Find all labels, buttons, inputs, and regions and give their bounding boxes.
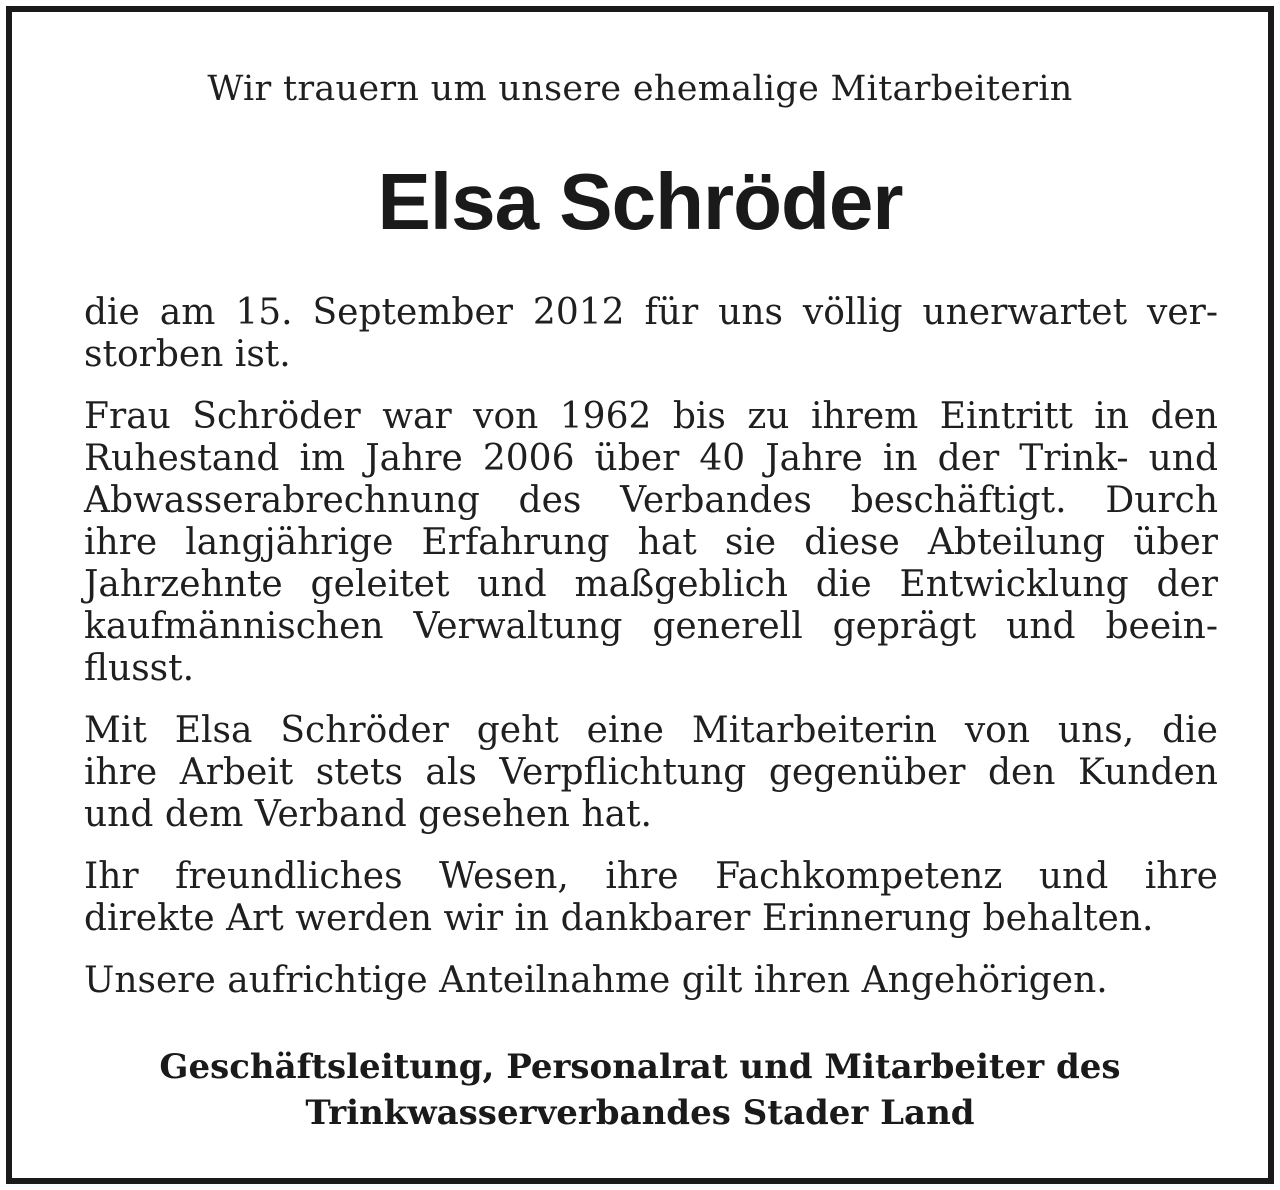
text-line: Ruhestand im Jahre 2006 über 40 Jahre in der Trink- und — [84, 438, 1218, 479]
text-line: Frau Schröder war von 1962 bis zu ihrem Eintritt in den — [84, 396, 1218, 437]
text-line: und dem Verband gesehen hat. — [84, 794, 652, 835]
paragraph — [84, 710, 1218, 836]
text-line: Ihr freundliches Wesen, ihre Fachkompetenz und ihre — [84, 856, 1218, 897]
text-line: Jahrzehnte geleitet und maßgeblich die Entwicklung der — [84, 564, 1218, 605]
obituary-notice — [6, 6, 1274, 1184]
text-line: direkte Art werden wir in dankbarer Erinnerung behalten. — [84, 898, 1154, 939]
paragraph — [84, 856, 1218, 940]
paragraph — [84, 292, 1218, 376]
signature-block — [12, 1044, 1268, 1136]
signature-line: Geschäftsleitung, Personalrat und Mitarbeiter des — [159, 1047, 1121, 1087]
notice-body — [84, 292, 1218, 1022]
text-line: Mit Elsa Schröder geht eine Mitarbeiterin von uns, die — [84, 710, 1218, 751]
paragraph — [84, 396, 1218, 690]
signature-line: Trinkwasserverbandes Stader Land — [305, 1093, 975, 1133]
paragraph — [84, 960, 1218, 1002]
text-line: flusst. — [84, 648, 195, 689]
text-line: Unsere aufrichtige Anteilnahme gilt ihren Angehörigen. — [84, 960, 1108, 1001]
text-line: storben ist. — [84, 334, 291, 375]
text-line: Abwasserabrechnung des Verbandes beschäftigt. Durch — [84, 480, 1218, 521]
text-line: ihre Arbeit stets als Verpflichtung gegenüber den Kunden — [84, 752, 1218, 793]
deceased-name: Elsa Schröder — [377, 157, 903, 246]
text-line: kaufmännischen Verwaltung generell geprägt und beein- — [84, 606, 1218, 647]
text-line: ihre langjährige Erfahrung hat sie diese Abteilung über — [84, 522, 1218, 563]
intro-line: Wir trauern um unsere ehemalige Mitarbeiterin — [207, 69, 1073, 109]
text-line: die am 15. September 2012 für uns völlig unerwartet ver- — [84, 292, 1218, 333]
